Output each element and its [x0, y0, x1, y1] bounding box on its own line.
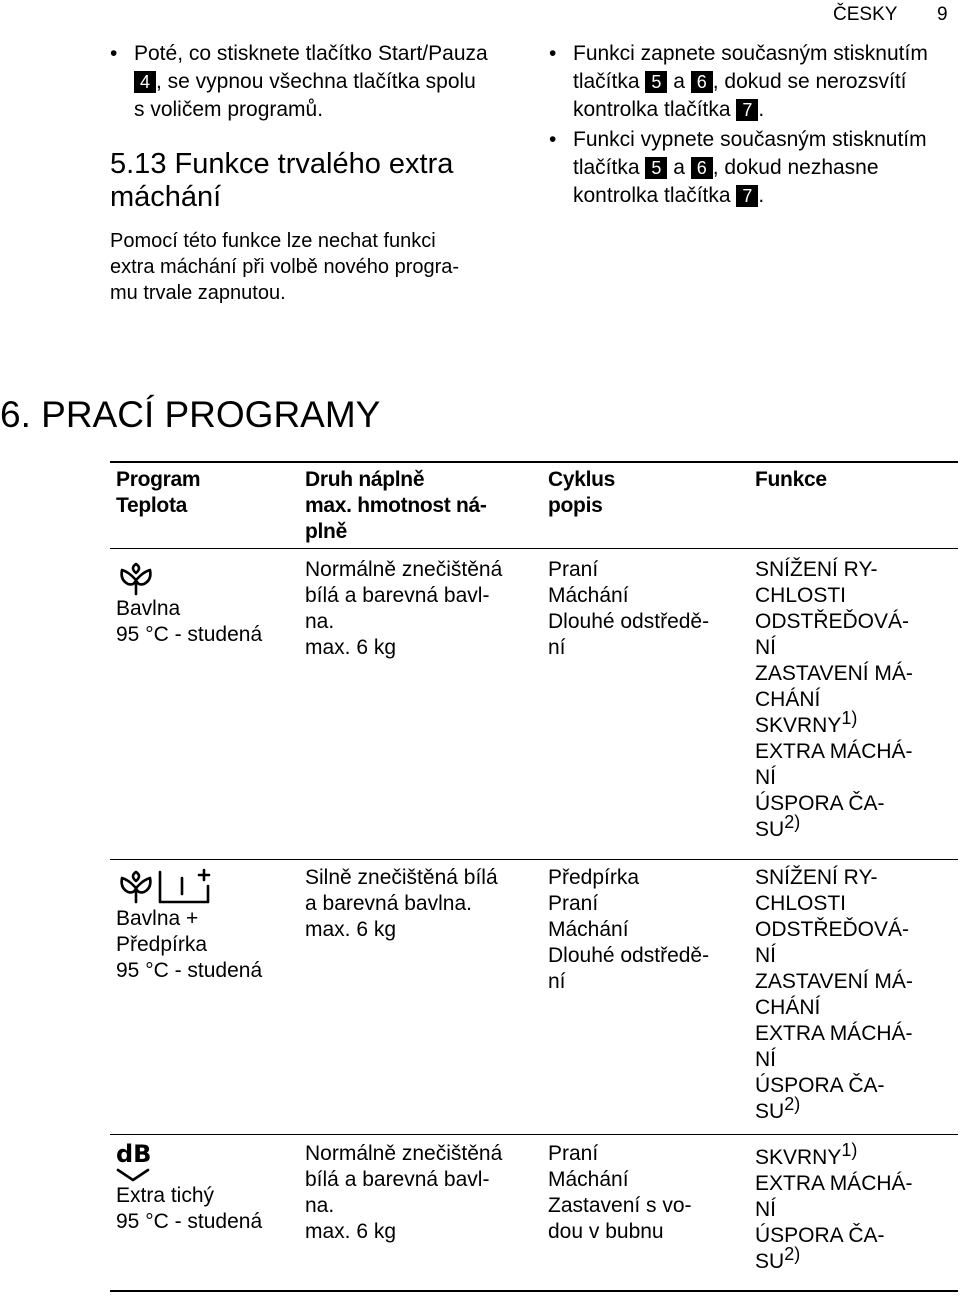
- cycle-text: Dlouhé odstředě-: [548, 944, 710, 967]
- section-number: 5.13: [110, 148, 167, 180]
- header-text: Druh náplně: [305, 468, 425, 491]
- table-bottom-rule: [110, 1290, 958, 1292]
- cycle-text: Praní: [548, 1142, 599, 1165]
- function-text: SKVRNY: [755, 714, 842, 737]
- bullet-line: Funkci zapnete současným stisknutím: [573, 42, 928, 65]
- section-body-line: mu trvale zapnutou.: [110, 282, 286, 304]
- table-row-load: [305, 557, 540, 661]
- table-row-program: [116, 868, 296, 984]
- cycle-text: ní: [548, 970, 566, 993]
- bullet-mark: •: [110, 42, 118, 65]
- table-row-program: [116, 560, 296, 648]
- table-row-functions: [755, 865, 955, 1125]
- table-row-functions: [755, 557, 955, 843]
- footnote-mark: 1): [841, 1140, 858, 1160]
- function-text: ZASTAVENÍ MÁ-: [755, 662, 913, 685]
- section-title: [110, 148, 510, 214]
- header-text: max. hmotnost ná-: [305, 494, 487, 517]
- section-body-line: Pomocí této funkce lze nechat funkci: [110, 230, 436, 252]
- header-text: Teplota: [116, 494, 188, 517]
- table-row-load: [305, 1141, 540, 1245]
- key-badge: 4: [134, 71, 156, 93]
- table-rule: [110, 548, 958, 549]
- function-text: ÚSPORA ČA-: [755, 1224, 885, 1247]
- bullet-text: , dokud nezhasne: [712, 156, 879, 179]
- function-text: SU: [755, 1250, 785, 1273]
- quiet-db-icon: [116, 1140, 156, 1183]
- cotton-prewash-icon: [116, 868, 216, 906]
- bullet-mark: •: [549, 128, 557, 151]
- function-text: EXTRA MÁCHÁ-: [755, 1172, 913, 1195]
- header-text: popis: [548, 494, 603, 517]
- table-row-load: [305, 865, 540, 943]
- load-text: bílá a barevná bavl-: [305, 584, 490, 607]
- cycle-text: Zastavení s vo-: [548, 1194, 692, 1217]
- function-text: CHLOSTI: [755, 584, 847, 607]
- bullet-line: Funkci vypnete současným stisknutím: [573, 128, 927, 151]
- program-temp: 95 °C - studená: [116, 1210, 263, 1233]
- key-badge: 5: [645, 157, 667, 179]
- bullet-text: , dokud se nerozsvítí: [712, 70, 907, 93]
- function-text: EXTRA MÁCHÁ-: [755, 740, 913, 763]
- key-badge: 7: [736, 99, 758, 121]
- function-text: ODSTŘEĎOVÁ-: [755, 918, 910, 941]
- program-name: Předpírka: [116, 933, 208, 956]
- cycle-text: Máchání: [548, 584, 629, 607]
- header-text: Cyklus: [548, 468, 616, 491]
- bullet-text: kontrolka tlačítka: [573, 98, 731, 121]
- function-text: ÚSPORA ČA-: [755, 792, 885, 815]
- bullet-text: a: [673, 70, 685, 93]
- program-name: Bavlna: [116, 597, 181, 620]
- section-title-part2: máchání: [110, 181, 222, 213]
- function-text: CHLOSTI: [755, 892, 847, 915]
- function-text: SNÍŽENÍ RY-: [755, 866, 878, 889]
- chapter-name: PRACÍ PROGRAMY: [41, 394, 381, 435]
- table-rule: [110, 1134, 958, 1135]
- load-text: bílá a barevná bavl-: [305, 1168, 490, 1191]
- program-temp: 95 °C - studená: [116, 959, 263, 982]
- function-text: SKVRNY: [755, 1146, 842, 1169]
- footnote-mark: 2): [784, 1244, 801, 1264]
- header-text: plně: [305, 520, 347, 543]
- load-text: Silně znečištěná bílá: [305, 866, 498, 889]
- load-text: max. 6 kg: [305, 918, 397, 941]
- cycle-text: Předpírka: [548, 866, 640, 889]
- table-top-rule: [110, 461, 958, 463]
- bullet-text: tlačítka: [573, 156, 640, 179]
- bullet-text: .: [758, 184, 765, 207]
- function-text: CHÁNÍ: [755, 996, 821, 1019]
- right-bullet-2: [549, 126, 954, 210]
- table-row-program: [116, 1140, 296, 1235]
- section-body: [110, 228, 510, 306]
- load-text: Normálně znečištěná: [305, 558, 503, 581]
- function-text: SNÍŽENÍ RY-: [755, 558, 878, 581]
- section-body-line: extra máchání při volbě nového progra-: [110, 256, 460, 278]
- key-badge: 5: [645, 71, 667, 93]
- footnote-mark: 1): [841, 708, 858, 728]
- header-load: [305, 467, 540, 545]
- bullet-text: a: [673, 156, 685, 179]
- key-badge: 6: [691, 157, 713, 179]
- function-text: NÍ: [755, 1048, 776, 1071]
- cycle-text: ní: [548, 636, 566, 659]
- load-text: Normálně znečištěná: [305, 1142, 503, 1165]
- function-text: ODSTŘEĎOVÁ-: [755, 610, 910, 633]
- cotton-flower-icon: [116, 560, 156, 596]
- function-text: SU: [755, 1100, 785, 1123]
- cycle-text: Máchání: [548, 1168, 629, 1191]
- header-program: [116, 467, 296, 519]
- program-name: Bavlna +: [116, 907, 199, 930]
- bullet-text: .: [758, 98, 765, 121]
- function-text: NÍ: [755, 944, 776, 967]
- bullet-mark: •: [549, 42, 557, 65]
- page-header-language: ČESKY: [833, 4, 898, 25]
- bullet-text: kontrolka tlačítka: [573, 184, 731, 207]
- cycle-text: Praní: [548, 558, 599, 581]
- footnote-mark: 2): [784, 1094, 801, 1114]
- chapter-number: 6.: [0, 394, 31, 435]
- table-row-cycle: [548, 1141, 748, 1245]
- cycle-text: Praní: [548, 892, 599, 915]
- function-text: NÍ: [755, 1198, 776, 1221]
- header-text: Program: [116, 468, 201, 491]
- key-badge: 6: [691, 71, 713, 93]
- cycle-text: Dlouhé odstředě-: [548, 610, 710, 633]
- chapter-title: [0, 394, 380, 436]
- program-name: Extra tichý: [116, 1184, 215, 1207]
- load-text: na.: [305, 610, 335, 633]
- function-text: NÍ: [755, 766, 776, 789]
- load-text: na.: [305, 1194, 335, 1217]
- function-text: NÍ: [755, 636, 776, 659]
- table-row-functions: [755, 1140, 955, 1275]
- intro-line-2: , se vypnou všechna tlačítka spolu: [156, 70, 476, 93]
- load-text: max. 6 kg: [305, 636, 397, 659]
- intro-line-1: Poté, co stisknete tlačítko Start/Pauza: [134, 42, 488, 65]
- function-text: ZASTAVENÍ MÁ-: [755, 970, 913, 993]
- intro-line-3: s voličem programů.: [134, 98, 324, 121]
- key-badge: 7: [736, 185, 758, 207]
- table-row-cycle: [548, 865, 748, 995]
- right-bullet-1: [549, 40, 954, 124]
- db-label: dB: [116, 1140, 152, 1168]
- cycle-text: Máchání: [548, 918, 629, 941]
- header-functions: [755, 467, 955, 493]
- header-text: Funkce: [755, 468, 827, 491]
- load-text: a barevná bavlna.: [305, 892, 472, 915]
- cycle-text: dou v bubnu: [548, 1220, 664, 1243]
- function-text: ÚSPORA ČA-: [755, 1074, 885, 1097]
- page-number: 9: [937, 4, 948, 25]
- table-row-cycle: [548, 557, 748, 661]
- chevron-down-icon: [116, 1167, 152, 1183]
- function-text: SU: [755, 818, 785, 841]
- table-rule: [110, 859, 958, 860]
- bullet-text: tlačítka: [573, 70, 640, 93]
- load-text: max. 6 kg: [305, 1220, 397, 1243]
- intro-bullet: [110, 40, 530, 124]
- program-temp: 95 °C - studená: [116, 623, 263, 646]
- header-cycle: [548, 467, 748, 519]
- function-text: CHÁNÍ: [755, 688, 821, 711]
- section-title-part1: Funkce trvalého extra: [174, 148, 454, 180]
- footnote-mark: 2): [784, 812, 801, 832]
- function-text: EXTRA MÁCHÁ-: [755, 1022, 913, 1045]
